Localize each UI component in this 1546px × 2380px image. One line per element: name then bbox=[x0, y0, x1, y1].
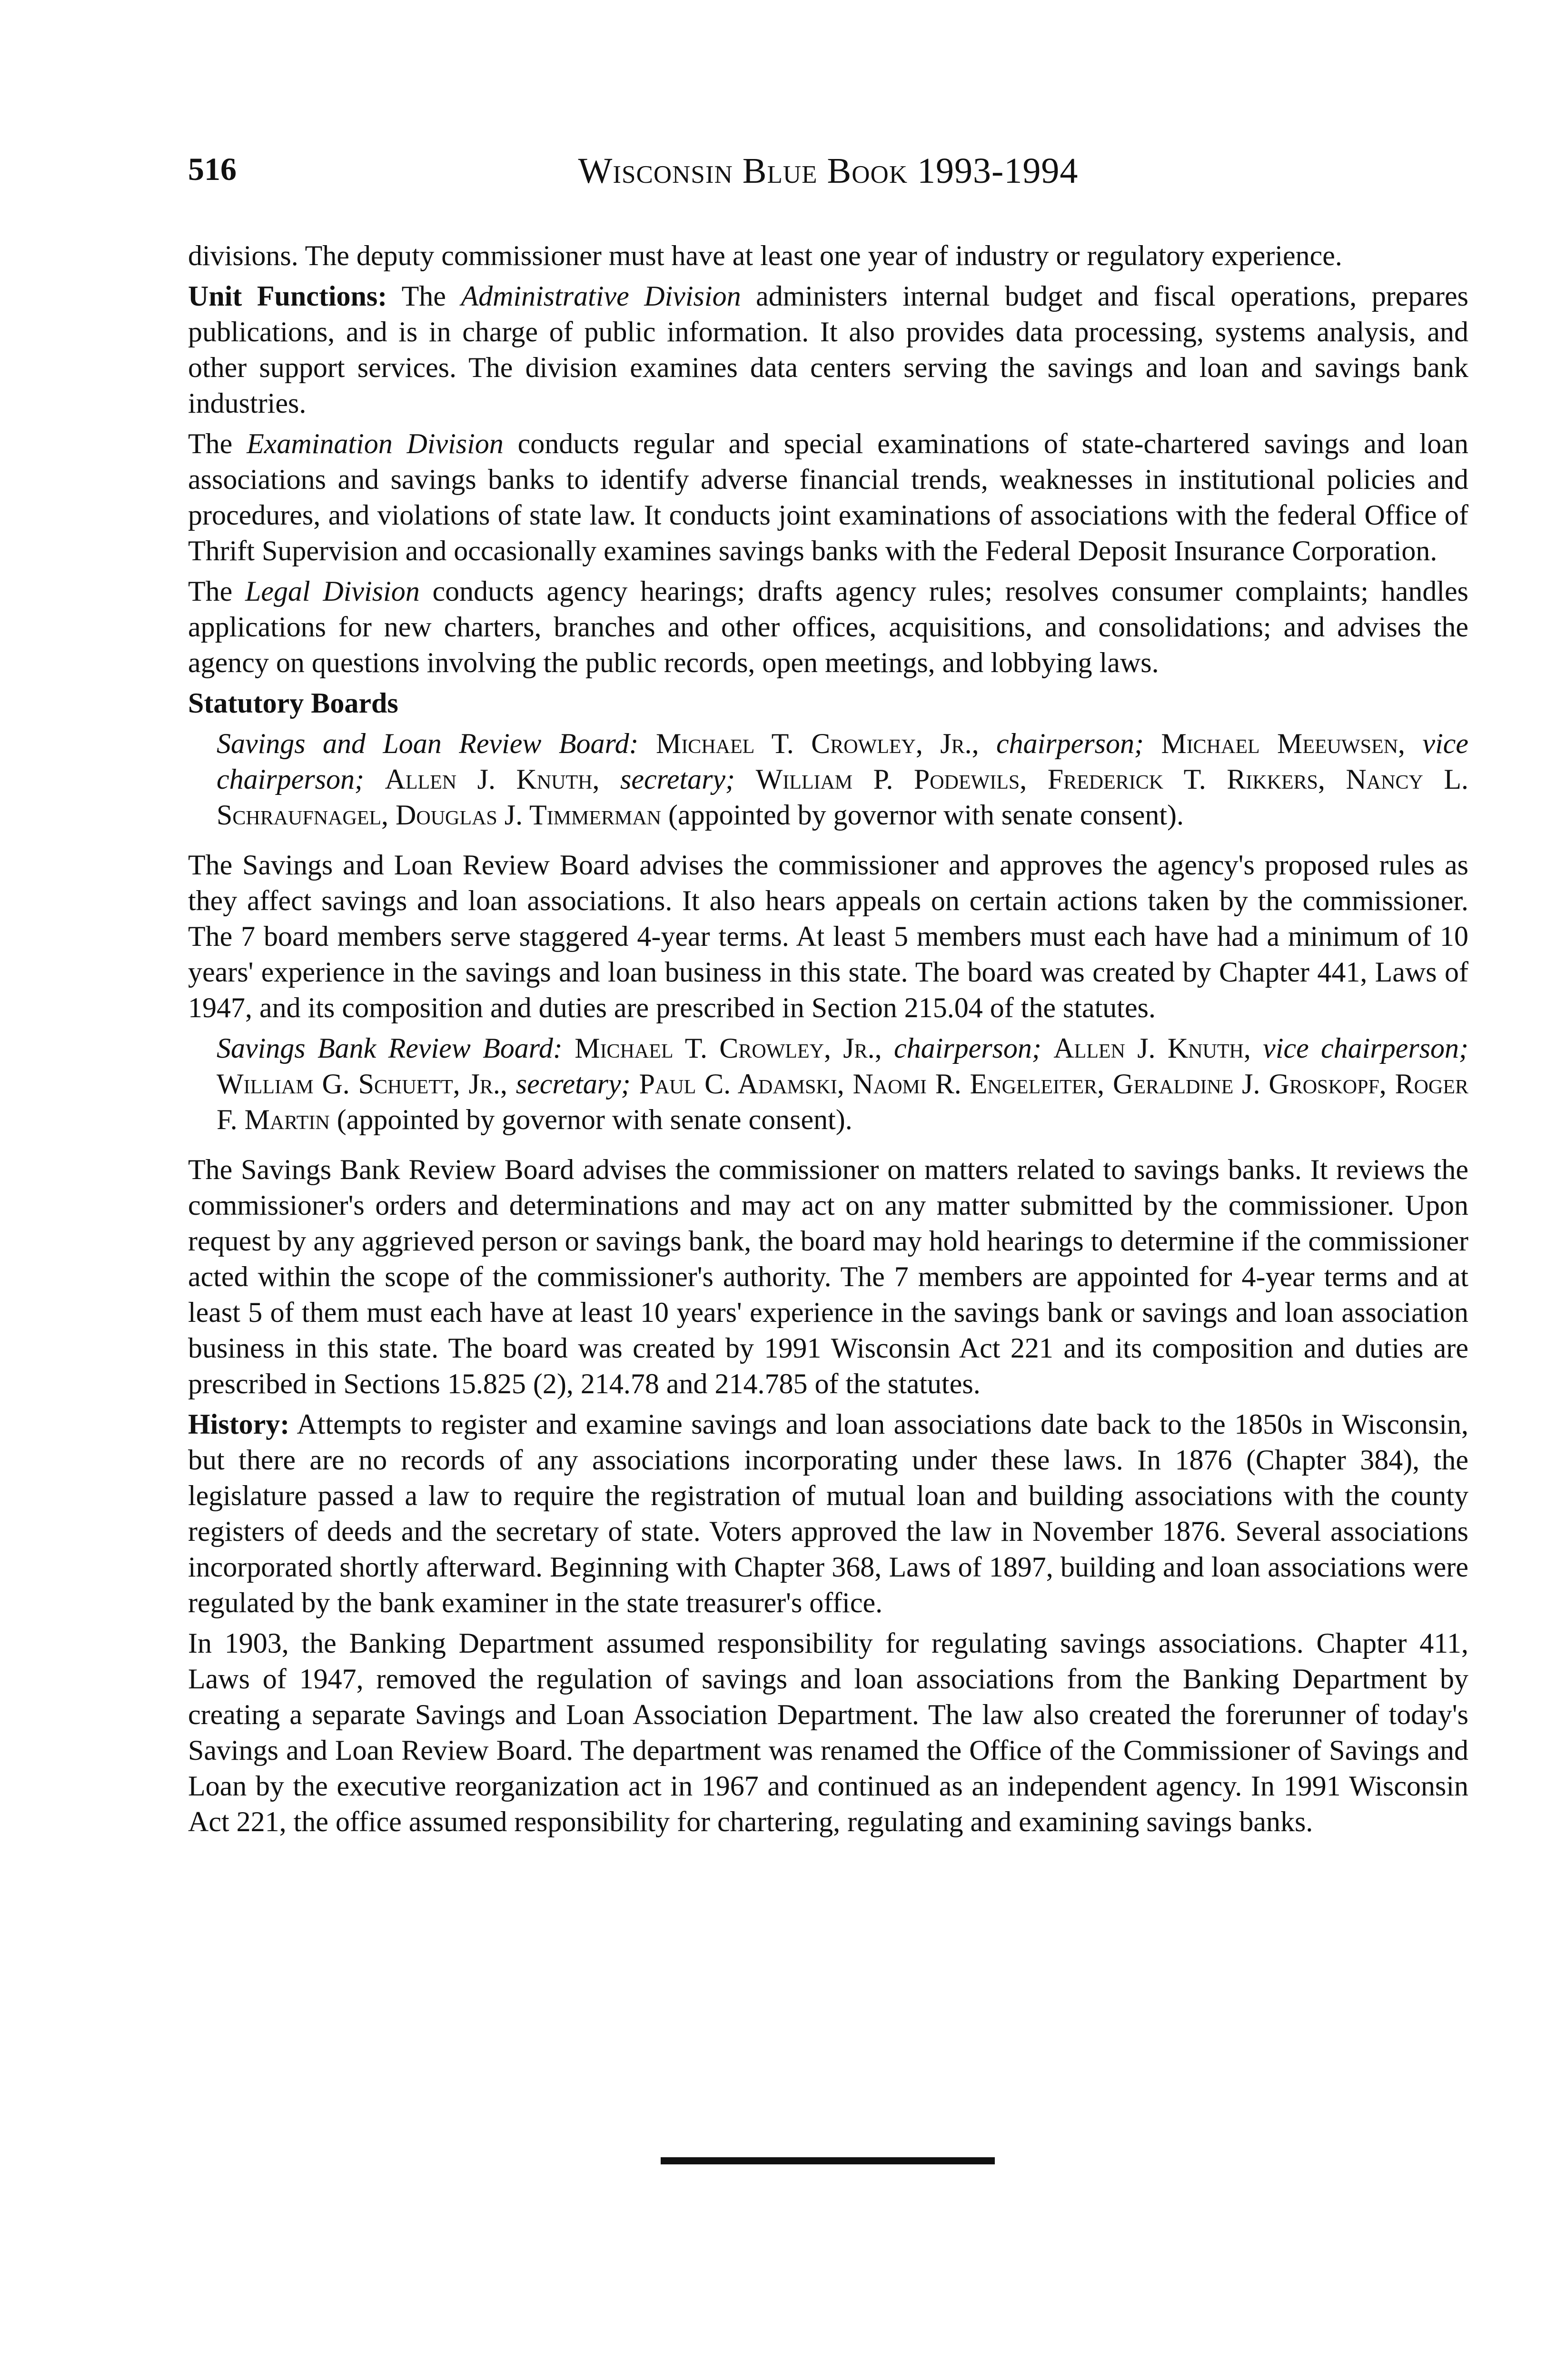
paragraph-savings-loan-board: The Savings and Loan Review Board advises the commissioner and approves the agency's proposed rules as they affect savings and loan associations. It also hears appeals on certain actions taken by the commissioner. The 7 board members serve staggered 4-year terms. At least 5 members must each have had a minimum of 10 years' experience in the savings and loan business in this state. The board was created by Chapter 441, Laws of 1947, and its composition and duties are prescribed in Section 215.04 of the statutes. bbox=[188, 849, 1468, 1023]
member-role: chairperson; bbox=[996, 728, 1144, 759]
paragraph-examination-division bbox=[188, 426, 1468, 569]
statutory-boards-heading: Statutory Boards bbox=[188, 687, 398, 719]
running-title: Wisconsin Blue Book 1993-1994 bbox=[578, 151, 1079, 191]
unit-functions-label: Unit Functions: bbox=[188, 280, 387, 312]
legal-division-term: Legal Division bbox=[245, 575, 420, 607]
text-run: conducts regular and special examinations of state-chartered savings and loan associations and savings banks to identify adverse financial trends, weaknesses in institutional policies and procedures, and violations of state law. It conducts joint examinations of associations with the federal Office of Thrift Supervision and occasionally examines savings banks with the Federal Deposit Insurance Corporation. bbox=[188, 428, 1468, 566]
examination-division-term: Examination Division bbox=[247, 428, 504, 459]
text-run: The bbox=[387, 280, 461, 312]
appointment-note: (appointed by governor with senate consent). bbox=[329, 1104, 852, 1135]
paragraph-history bbox=[188, 1407, 1468, 1621]
paragraph-legal-division bbox=[188, 574, 1468, 681]
member-role: chairperson; bbox=[893, 1032, 1041, 1064]
member-name: William G. Schuett, Jr. bbox=[217, 1068, 500, 1100]
member-name: Allen J. Knuth bbox=[1053, 1032, 1244, 1064]
appointment-note: (appointed by governor with senate consent). bbox=[661, 799, 1184, 831]
savings-bank-board-members: Savings Bank Review Board: Michael T. Crowley, Jr., chairperson; Allen J. Knuth, vice chairperson; William G. Schuett, Jr., secretary; Paul C. Adamski, Naomi R. Engeleiter, Geraldine J. Groskopf, Roger F. Martin (appointed by governor with senate consent). bbox=[217, 1032, 1469, 1135]
paragraph-divisions: divisions. The deputy commissioner must have at least one year of industry or regulatory experience. bbox=[188, 240, 1342, 271]
board-title: Savings and Loan Review Board: bbox=[217, 728, 639, 759]
section-end-rule bbox=[661, 2157, 995, 2164]
paragraph-savings-bank-board: The Savings Bank Review Board advises the commissioner on matters related to savings banks. It reviews the commissioner's orders and determinations and may act on any matter submitted by the commissioner. Upon request by any aggrieved person or savings bank, the board may hold hearings to determine if the commissioner acted within the scope of the commissioner's authority. The 7 members are appointed for 4-year terms and at least 5 of them must each have at least 10 years' experience in the savings bank or savings and loan association business in this state. The board was created by 1991 Wisconsin Act 221 and its composition and duties are prescribed in Sections 15.825 (2), 214.78 and 214.785 of the statutes. bbox=[188, 1154, 1468, 1399]
member-name: Allen J. Knuth bbox=[385, 764, 593, 795]
member-role: vice chairperson; bbox=[217, 728, 1468, 795]
member-names: William P. Podewils, Frederick T. Rikkers, Nancy L. Schraufnagel, Douglas J. Timmerman bbox=[217, 764, 1469, 831]
board-title: Savings Bank Review Board: bbox=[217, 1032, 563, 1064]
paragraph-banking-department: In 1903, the Banking Department assumed responsibility for regulating savings associations. Chapter 411, Laws of 1947, removed the regulation of savings and loan associations from the Banking Department by creating a separate Savings and Loan Association Department. The law also created the forerunner of today's Savings and Loan Review Board. The department was renamed the Office of the Commissioner of Savings and Loan by the executive reorganization act in 1967 and continued as an independent agency. In 1991 Wisconsin Act 221, the office assumed responsibility for chartering, regulating and examining savings banks. bbox=[188, 1627, 1468, 1837]
page-number: 516 bbox=[188, 151, 237, 187]
member-role: secretary; bbox=[515, 1068, 631, 1100]
text-run: Attempts to register and examine savings and loan associations date back to the 1850s in Wisconsin, but there are no records of any associations incorporating under these laws. In 1876 (Chapter 384), the legislature passed a law to require the registration of mutual loan and building associations with the county registers of deeds and the secretary of state. Voters approved the law in November 1876. Several associations incorporated shortly afterward. Beginning with Chapter 368, Laws of 1897, building and loan associations were regulated by the bank examiner in the state treasurer's office. bbox=[188, 1408, 1468, 1618]
paragraph-unit-functions bbox=[188, 278, 1468, 421]
member-name: Michael Meeuwsen bbox=[1161, 728, 1398, 759]
member-role: vice chairperson; bbox=[1263, 1032, 1469, 1064]
text-run: The bbox=[188, 575, 246, 607]
administrative-division-term: Administrative Division bbox=[461, 280, 741, 312]
text-run: The bbox=[188, 428, 247, 459]
text-run: administers internal budget and fiscal operations, prepares publications, and is in charge of public information. It also provides data processing, systems analysis, and other support services. The division examines data centers serving the savings and loan and savings bank industries. bbox=[188, 280, 1468, 419]
member-name: Michael T. Crowley, Jr. bbox=[655, 728, 972, 759]
member-names: Paul C. Adamski, Naomi R. Engeleiter, Geraldine J. Groskopf, Roger F. Martin bbox=[217, 1068, 1469, 1135]
savings-loan-board-members: Savings and Loan Review Board: Michael T. Crowley, Jr., chairperson; Michael Meeuwsen, vice chairperson; Allen J. Knuth, secretary; William P. Podewils, Frederick T. Rikkers, Nancy L. Schraufnagel, Douglas J. Timmerman (appointed by governor with senate consent). bbox=[217, 728, 1469, 831]
member-name: Michael T. Crowley, Jr. bbox=[575, 1032, 875, 1064]
history-label: History: bbox=[188, 1408, 290, 1440]
member-role: secretary; bbox=[620, 764, 735, 795]
text-run: conducts agency hearings; drafts agency rules; resolves consumer complaints; handles applications for new charters, branches and other offices, acquisitions, and consolidations; and advises the agency on questions involving the public records, open meetings, and lobbying laws. bbox=[188, 575, 1468, 678]
page-header bbox=[188, 150, 1468, 203]
body-text bbox=[188, 238, 1468, 1844]
